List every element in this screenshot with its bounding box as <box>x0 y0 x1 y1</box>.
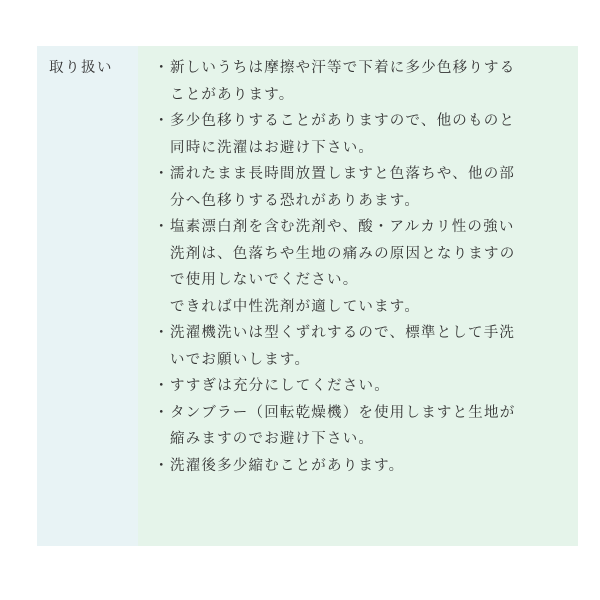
bullet: ・ <box>154 60 170 76</box>
list-item <box>154 55 570 108</box>
bullet: ・ <box>154 325 170 341</box>
care-list <box>154 55 570 479</box>
list-item <box>154 373 570 400</box>
list-item <box>154 108 570 161</box>
list-item <box>154 453 570 480</box>
care-label-cell <box>37 46 138 546</box>
list-item-text: 濡れたまま長時間放置しますと色落ちや、他の部 分へ色移りする恐れがありあます。 <box>170 166 516 209</box>
list-item <box>154 320 570 373</box>
care-content-cell <box>138 46 578 546</box>
bullet: ・ <box>154 378 170 394</box>
bullet: ・ <box>154 404 170 421</box>
care-label: 取り扱い <box>49 60 113 76</box>
list-item <box>154 400 570 453</box>
list-item-text: タンブラー（回転乾燥機）を使用しますと生地が 縮みますのでお避け下さい。 <box>170 404 516 447</box>
bullet: ・ <box>154 113 170 129</box>
care-instructions-table <box>37 46 578 546</box>
bullet: ・ <box>154 219 170 235</box>
list-item-text: 多少色移りすることがありますので、他のものと 同時に洗濯はお避け下さい。 <box>170 113 516 156</box>
list-item <box>154 214 570 294</box>
list-item <box>154 161 570 214</box>
neutral-detergent-note: できれば中性洗剤が適しています。 <box>170 298 421 315</box>
list-item-text: すすぎは充分にしてください。 <box>170 378 390 394</box>
list-item-text: 洗濯後多少縮むことがあります。 <box>170 457 405 474</box>
list-item-text: 新しいうちは摩擦や汗等で下着に多少色移りする ことがあります。 <box>170 60 516 103</box>
bullet: ・ <box>154 457 170 474</box>
bullet: ・ <box>154 166 170 182</box>
list-item-text: 洗濯機洗いは型くずれするので、標準として手洗 いでお願いします。 <box>170 325 516 368</box>
list-item-text: 塩素漂白剤を含む洗剤や、酸・アルカリ性の強い 洗剤は、色落ちや生地の痛みの原因となりますの で使用しないでください。 <box>170 219 516 288</box>
